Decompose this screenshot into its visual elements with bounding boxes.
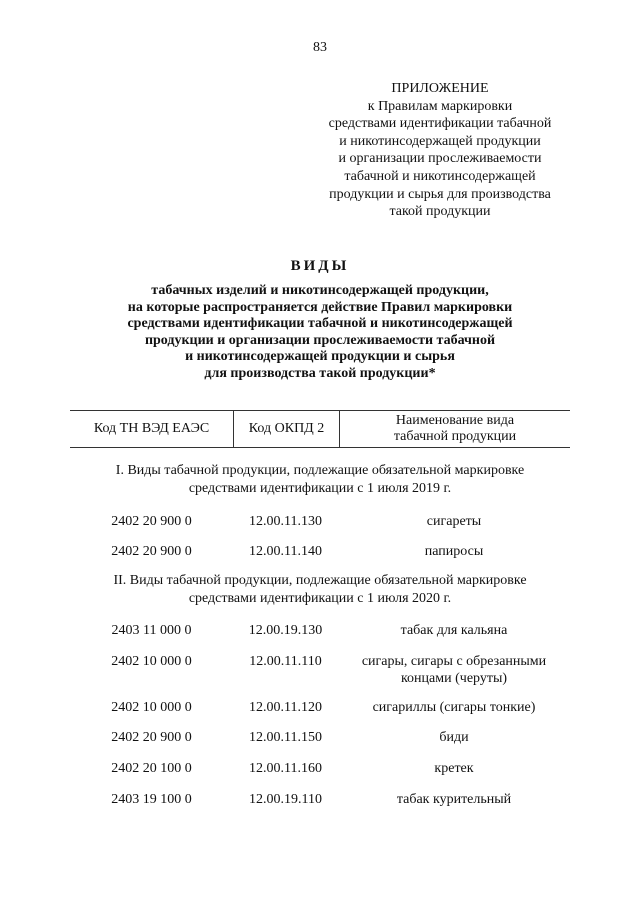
subtitle-line: для производства такой продукции*: [204, 365, 436, 381]
table-header: [70, 410, 570, 448]
section-title-line: I. Виды табачной продукции, подлежащие обязательной маркировке: [115, 463, 525, 478]
row-name-line: концами (черуты): [400, 671, 508, 686]
header-okpd: Код ОКПД 2: [234, 411, 340, 447]
row-okpd: 12.00.11.110: [249, 654, 322, 669]
row-name: [338, 653, 570, 687]
section-title-line: II. Виды табачной продукции, подлежащие обязательной маркировке: [113, 573, 527, 588]
row-code: 2402 10 000 0: [111, 700, 192, 715]
document-subtitle: [60, 283, 580, 383]
header-name-line: табачной продукции: [393, 429, 517, 444]
row-name: табак курительный: [396, 792, 512, 807]
appendix-block: [290, 80, 590, 221]
header-name: [340, 411, 570, 447]
row-code: 2402 20 100 0: [111, 761, 192, 776]
row-name: табак для кальяна: [400, 623, 508, 638]
page-number: 83: [313, 40, 327, 55]
appendix-line: такой продукции: [389, 204, 491, 220]
row-okpd: 12.00.11.150: [249, 730, 322, 745]
appendix-line: продукции и сырья для производства: [329, 186, 551, 202]
document-title: ВИДЫ: [290, 258, 350, 274]
subtitle-line: продукции и организации прослеживаемости табачной: [144, 332, 496, 348]
row-code: 2403 19 100 0: [111, 792, 192, 807]
row-name: папиросы: [424, 544, 484, 559]
row-name: сигареты: [426, 514, 482, 529]
row-name: сигариллы (сигары тонкие): [372, 700, 536, 715]
row-name-line: сигары, сигары с обрезанными: [361, 654, 547, 669]
appendix-heading: ПРИЛОЖЕНИЕ: [391, 81, 489, 96]
subtitle-line: и никотинсодержащей продукции и сырья: [185, 349, 455, 365]
row-code: 2402 20 900 0: [111, 730, 192, 745]
row-code: 2402 20 900 0: [111, 544, 192, 559]
row-okpd: 12.00.19.110: [249, 792, 322, 807]
appendix-line: и никотинсодержащей продукции: [339, 133, 541, 149]
row-okpd: 12.00.19.130: [248, 623, 323, 638]
section-title-line: средствами идентификации с 1 июля 2019 г.: [188, 481, 452, 496]
section-title-line: средствами идентификации с 1 июля 2020 г.: [188, 591, 452, 606]
row-okpd: 12.00.11.120: [249, 700, 322, 715]
subtitle-line: на которые распространяется действие Правил маркировки: [127, 299, 513, 315]
appendix-line: табачной и никотинсодержащей: [344, 168, 536, 184]
subtitle-line: табачных изделий и никотинсодержащей продукции,: [151, 283, 489, 298]
appendix-line: к Правилам маркировки: [367, 98, 513, 114]
appendix-line: средствами идентификации табачной: [328, 116, 552, 132]
subtitle-line: средствами идентификации табачной и никотинсодержащей: [127, 316, 513, 332]
row-code: 2402 10 000 0: [111, 654, 192, 669]
row-okpd: 12.00.11.140: [249, 544, 322, 559]
row-name: кретек: [434, 761, 474, 776]
section-title: [70, 572, 570, 608]
row-code: 2403 11 000 0: [111, 623, 192, 638]
header-code: Код ТН ВЭД ЕАЭС: [70, 411, 234, 447]
header-name-line: Наименование вида: [395, 413, 515, 428]
row-code: 2402 20 900 0: [111, 514, 192, 529]
appendix-line: и организации прослеживаемости: [338, 151, 542, 167]
row-okpd: 12.00.11.160: [249, 761, 322, 776]
row-name: биди: [439, 730, 469, 745]
section-title: [70, 462, 570, 498]
row-okpd: 12.00.11.130: [249, 514, 322, 529]
